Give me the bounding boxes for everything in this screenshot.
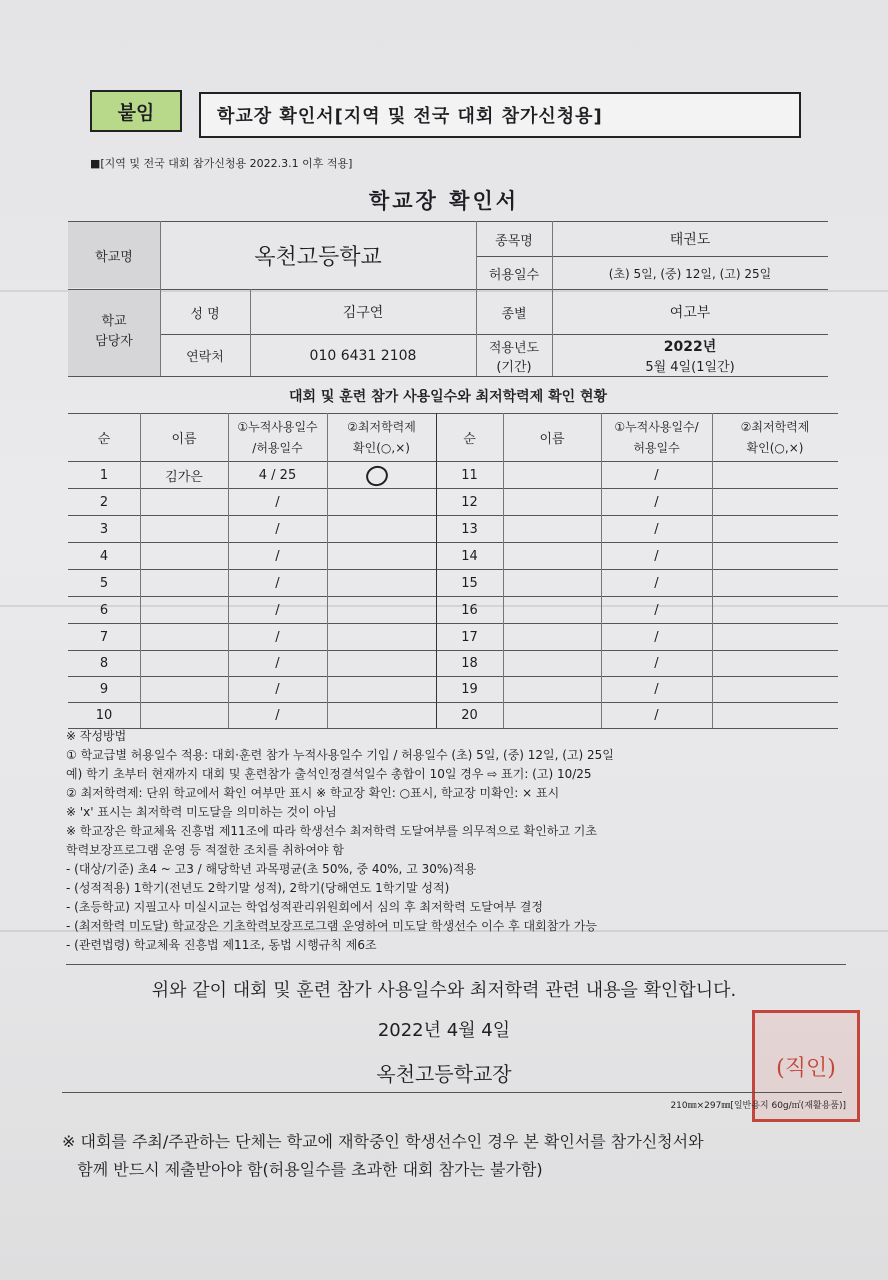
row-num: 2 — [99, 494, 109, 510]
name-label: 성 명 — [190, 306, 220, 322]
row-num: 13 — [461, 521, 478, 537]
staff-label-2: 담당자 — [95, 333, 133, 349]
attachment-tag: 붙임 — [90, 90, 182, 132]
row-days: / — [275, 708, 280, 723]
writing-instructions — [66, 727, 846, 955]
school-name-value: 옥천고등학교 — [254, 244, 382, 270]
row-num: 15 — [461, 575, 478, 591]
document-heading: 학교장 확인서[지역 및 전국 대회 참가신청용] — [199, 92, 801, 138]
col-num-left: 순 — [97, 432, 111, 447]
row-days: / — [654, 494, 659, 510]
note-line: - (대상/기준) 초4 ~ 고3 / 해당학년 과목평균(초 50%, 중 40%, 고 30%)적용 — [66, 862, 477, 876]
row-num: 5 — [99, 575, 109, 591]
check-circle-mark — [363, 463, 391, 489]
contact-value: 010 6431 2108 — [309, 347, 417, 364]
col-check-left-2: 확인(○,×) — [353, 440, 410, 455]
year-value-1: 2022년 — [663, 339, 717, 355]
footnote-line-1: ※ 대회를 주최/주관하는 단체는 학교에 재학중인 학생선수인 경우 본 확인서를 참가신청서와 — [62, 1132, 704, 1151]
event-value: 태권도 — [669, 232, 711, 248]
official-seal: (직인) — [752, 1010, 860, 1122]
note-line: - (성적적용) 1학기(전년도 2학기말 성적), 2학기(당해연도 1학기말 성적) — [66, 881, 450, 895]
row-days: / — [275, 602, 280, 618]
col-check-right-1: ②최저학력제 — [740, 419, 810, 434]
row-days: / — [275, 521, 280, 537]
gender-label: 종별 — [501, 306, 527, 322]
row-num: 16 — [461, 602, 478, 618]
row-name: 김가은 — [165, 469, 203, 485]
col-check-right-2: 확인(○,×) — [746, 440, 804, 455]
contact-label: 연락처 — [186, 350, 224, 365]
row-num: 9 — [99, 682, 109, 697]
row-days: / — [654, 548, 659, 564]
col-num-right: 순 — [463, 432, 476, 447]
note-line: 학력보장프로그램 운영 등 적절한 조치를 취하여야 함 — [66, 843, 344, 857]
row-num: 1 — [99, 467, 109, 483]
row-num: 12 — [461, 494, 478, 510]
note-line: ① 학교급별 허용일수 적용: 대회·훈련 참가 누적사용일수 기입 / 허용일수 (초) 5일, (중) 12일, (고) 25일 — [66, 748, 614, 762]
row-days: / — [654, 708, 659, 723]
year-value-2: 5월 4일(1일간) — [645, 359, 735, 375]
issue-date: 2022년 4월 4일 — [377, 1020, 511, 1041]
row-days: / — [275, 494, 280, 510]
col-check-left-1: ②최저학력제 — [347, 419, 416, 434]
col-name-right: 이름 — [539, 432, 565, 447]
row-num: 4 — [99, 548, 109, 564]
paper-spec: 210㎜×297㎜[일반용지 60g/㎡(재활용품)] — [670, 1101, 846, 1111]
footnote-line-2: 함께 반드시 제출받아야 함(허용일수를 초과한 대회 참가는 불가함) — [62, 1160, 543, 1179]
row-days: / — [275, 575, 280, 591]
note-line: ※ 학교장은 학교체육 진흥법 제11조에 따라 학생선수 최저학력 도달여부를 의무적으로 확인하고 기초 — [66, 824, 597, 838]
form-subnote: ■[지역 및 전국 대회 참가신청용 2022.3.1 이후 적용] — [90, 157, 353, 170]
submission-footnote — [62, 1128, 842, 1184]
col-days-right-2: 허용일수 — [633, 440, 680, 455]
status-title: 대회 및 훈련 참가 사용일수와 최저학력제 확인 현황 — [288, 389, 608, 405]
row-days: / — [654, 602, 659, 618]
allowed-days-value: (초) 5일, (중) 12일, (고) 25일 — [608, 266, 772, 281]
principal-name: 옥천고등학교장 — [376, 1062, 512, 1086]
row-days: / — [654, 682, 659, 697]
confirmation-statement: 위와 같이 대회 및 훈련 참가 사용일수와 최저학력 관련 내용을 확인합니다. — [151, 980, 737, 1001]
row-num: 17 — [461, 629, 478, 645]
row-num: 14 — [461, 548, 478, 564]
row-num: 6 — [99, 602, 109, 618]
note-line: 예) 학기 초부터 현재까지 대회 및 훈련참가 출석인정결석일수 총합이 10일 경우 ⇨ 표기: (고) 10/25 — [66, 767, 592, 781]
row-days: / — [275, 682, 280, 697]
row-days: / — [654, 467, 659, 483]
name-value: 김구연 — [342, 305, 384, 321]
col-name-left: 이름 — [171, 432, 197, 447]
row-num: 19 — [461, 682, 478, 697]
page-title: 학교장 확인서 — [368, 189, 520, 213]
row-days: / — [654, 521, 659, 537]
row-days: 4 / 25 — [258, 467, 297, 483]
school-name-label: 학교명 — [95, 249, 133, 265]
row-days: / — [275, 629, 280, 645]
row-num: 18 — [461, 656, 478, 671]
row-num: 8 — [99, 656, 109, 671]
year-label-1: 적용년도 — [488, 340, 540, 356]
event-label: 종목명 — [495, 233, 533, 249]
row-num: 11 — [461, 467, 478, 483]
gender-value: 여고부 — [669, 305, 711, 321]
row-days: / — [275, 656, 280, 671]
row-days: / — [654, 575, 659, 591]
year-label-2: (기간) — [496, 359, 532, 375]
row-days: / — [654, 629, 659, 645]
row-num: 10 — [95, 708, 113, 723]
note-line: ※ 'x' 표시는 최저학력 미도달을 의미하는 것이 아님 — [66, 805, 337, 819]
note-line: - (관련법령) 학교체육 진흥법 제11조, 동법 시행규칙 제6조 — [66, 938, 377, 952]
row-num: 3 — [99, 521, 109, 537]
col-days-left-1: ①누적사용일수 — [237, 419, 318, 434]
row-days: / — [275, 548, 280, 564]
allowed-days-label: 허용일수 — [488, 267, 540, 283]
note-line: ② 최저학력제: 단위 학교에서 확인 여부만 표시 ※ 학교장 확인: ○표시, 학교장 미확인: × 표시 — [66, 786, 560, 800]
note-line: - (최저학력 미도달) 학교장은 기초학력보장프로그램 운영하여 미도달 학생선수 이수 후 대회참가 가능 — [66, 919, 597, 933]
col-days-right-1: ①누적사용일수/ — [614, 419, 699, 434]
note-line: ※ 작성방법 — [66, 729, 127, 743]
staff-label-1: 학교 — [101, 313, 127, 329]
note-line: - (초등학교) 지필고사 미실시교는 학업성적관리위원회에서 심의 후 최저학력 도달여부 결정 — [66, 900, 543, 914]
row-num: 7 — [99, 629, 109, 645]
row-num: 20 — [461, 708, 478, 723]
row-days: / — [654, 656, 659, 671]
col-days-left-2: /허용일수 — [252, 440, 303, 455]
